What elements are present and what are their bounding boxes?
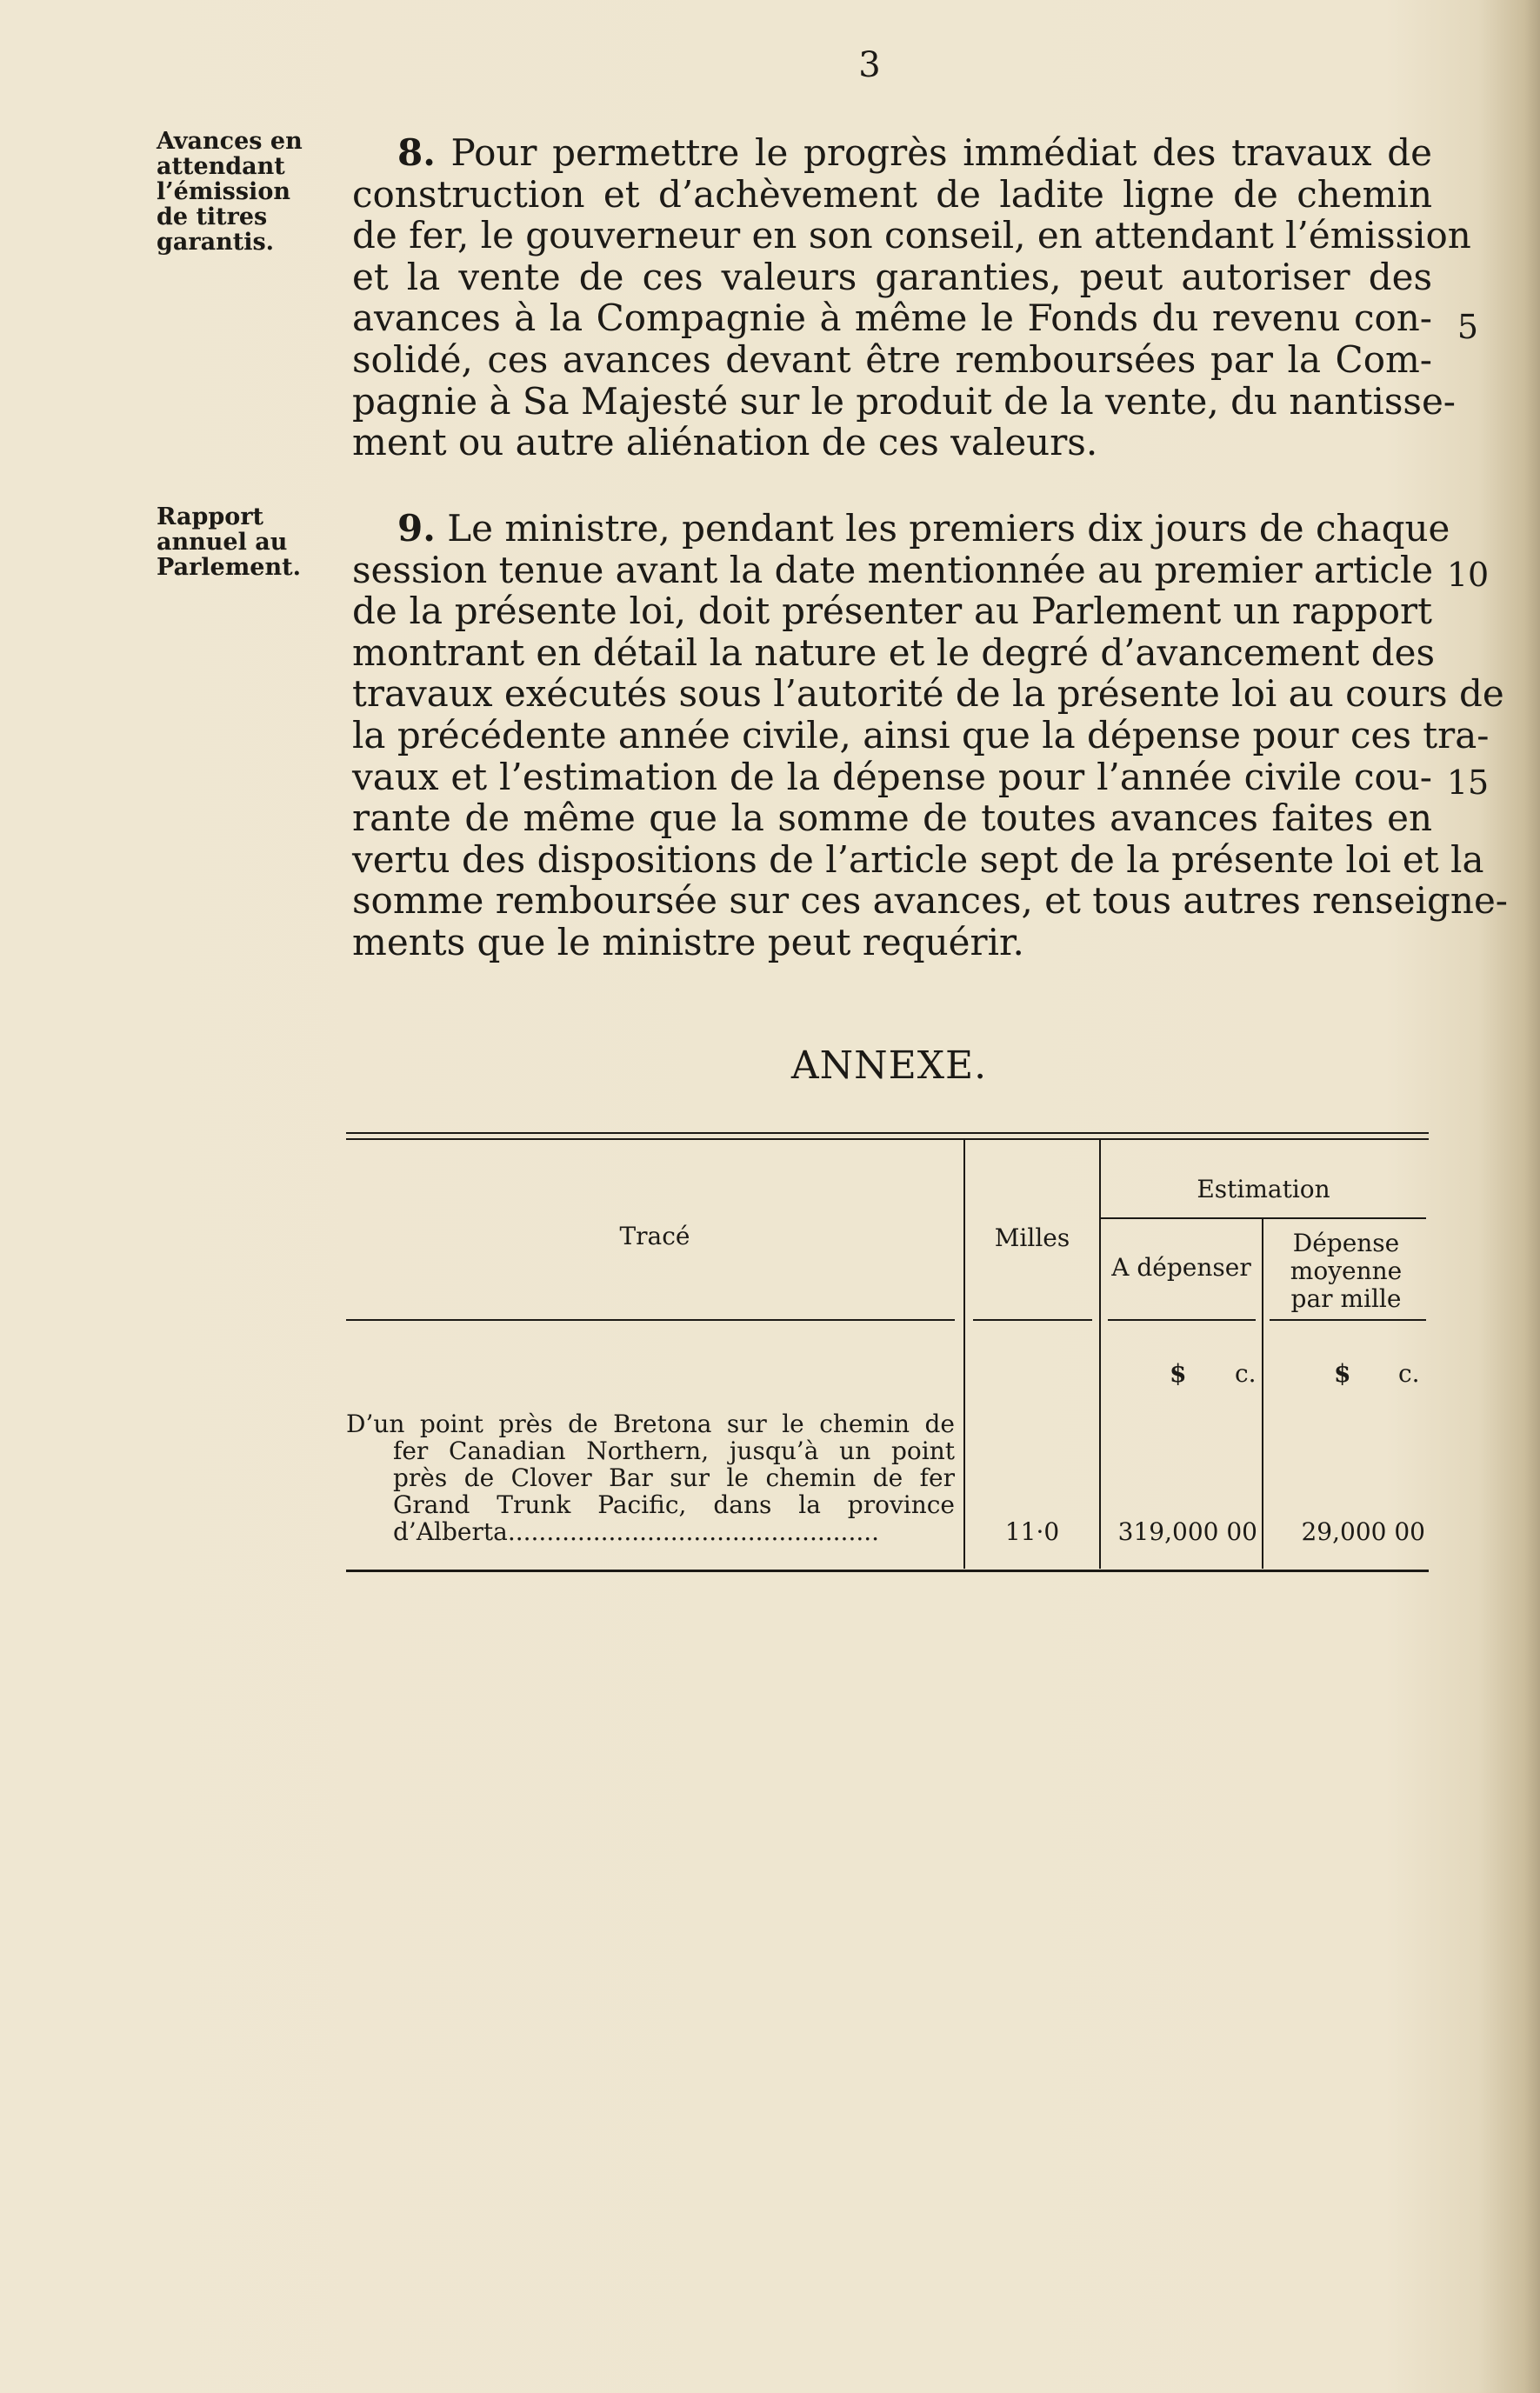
paragraph-line: 8. Pour permettre le progrès immédiat des travaux de [397,131,1432,174]
paragraph-line: solidé, ces avances devant être remboursées par la Com- [352,337,1432,381]
side-note-line: Rapport [157,503,264,530]
paragraph-line: vertu des dispositions de l’article sept de la présente loi et la [352,837,1484,881]
unit-cents: c. [1398,1359,1420,1388]
header-estimation: Estimation [1197,1175,1330,1203]
section-number: 8. [397,131,436,174]
margin-line-number: 15 [1446,763,1490,802]
table-rule-top-inner [346,1138,1429,1140]
paragraph-line: vaux et l’estimation de la dépense pour l’année civile cou- [352,755,1432,798]
paragraph-line: rante de même que la somme de toutes avances faites en [352,797,1432,840]
paragraph-line: travaux exécutés sous l’autorité de la présente loi au cours de [352,672,1504,716]
paragraph-line: et la vente de ces valeurs garanties, peut autoriser des [352,255,1432,298]
side-note-line: annuel au [157,529,288,556]
header-depense-moyenne: Dépense moyenne par mille [1290,1229,1403,1313]
header-trace: Tracé [619,1222,690,1250]
a-depenser-value: 319,000 00 [1117,1517,1257,1546]
paragraph-line: de la présente loi, doit présenter au Parlement un rapport [352,590,1432,633]
side-note-line: Parlement. [157,554,301,581]
side-note-line: de titres [157,203,268,230]
paragraph-line: somme remboursée sur ces avances, et tous autres renseigne- [352,879,1508,923]
paragraph-line: montrant en détail la nature et le degré d’avancement des [352,630,1436,674]
header-a-depenser: A dépenser [1111,1253,1251,1282]
paragraph-line: avances à la Compagnie à même le Fonds du revenu con- [352,297,1432,340]
header-rule [973,1319,1092,1321]
header-rule [1108,1319,1256,1321]
table-rule-bottom [346,1570,1429,1572]
section-number: 9. [397,507,436,550]
paragraph-line: pagnie à Sa Majesté sur le produit de la vente, du nantisse- [352,379,1457,423]
paragraph-line: session tenue avant la date mentionnée au premier article [352,548,1434,591]
side-note-line: garantis. [157,229,275,256]
side-note-line: l’émission [157,178,290,205]
column-divider [963,1140,965,1569]
header-milles: Milles [994,1223,1070,1252]
column-divider [1099,1140,1101,1569]
estimation-rule [1101,1217,1426,1219]
side-note-line: attendant [157,153,285,180]
side-note-line: Avances en [157,128,303,155]
section-8-paragraph [352,131,1471,464]
side-note-rapport [157,504,330,580]
route-description: D’un point près de Bretona sur le chemin de fer Canadian Northern, jusqu’à un point près de Clover Bar sur le chemin de fer Grand Trunk Pacific, dans la province d’Alberta................................................ [346,1410,955,1545]
page-number: 3 [858,45,881,85]
paragraph-line: construction et d’achèvement de ladite ligne de chemin [352,172,1432,216]
paragraph-line: la précédente année civile, ainsi que la dépense pour ces tra- [352,713,1490,757]
unit-dollar: $ [1170,1359,1187,1388]
side-note-avances [157,129,330,255]
table-rule-top [346,1132,1429,1134]
milles-value: 11·0 [1004,1517,1060,1546]
margin-line-number: 10 [1446,556,1490,594]
header-rule [346,1319,955,1321]
paragraph-line: 9. Le ministre, pendant les premiers dix jours de chaque [397,507,1450,550]
paragraph-line: de fer, le gouverneur en son conseil, en attendant l’émission [352,214,1471,257]
annexe-title: ANNEXE. [790,1043,988,1088]
margin-line-number: 5 [1457,308,1479,346]
paragraph-line: ment ou autre aliénation de ces valeurs. [352,421,1098,464]
depense-moyenne-value: 29,000 00 [1301,1517,1425,1546]
annexe-table [346,1132,1429,1584]
header-rule [1270,1319,1426,1321]
unit-cents: c. [1235,1359,1257,1388]
unit-dollar: $ [1334,1359,1351,1388]
paragraph-line: ments que le ministre peut requérir. [352,920,1024,963]
